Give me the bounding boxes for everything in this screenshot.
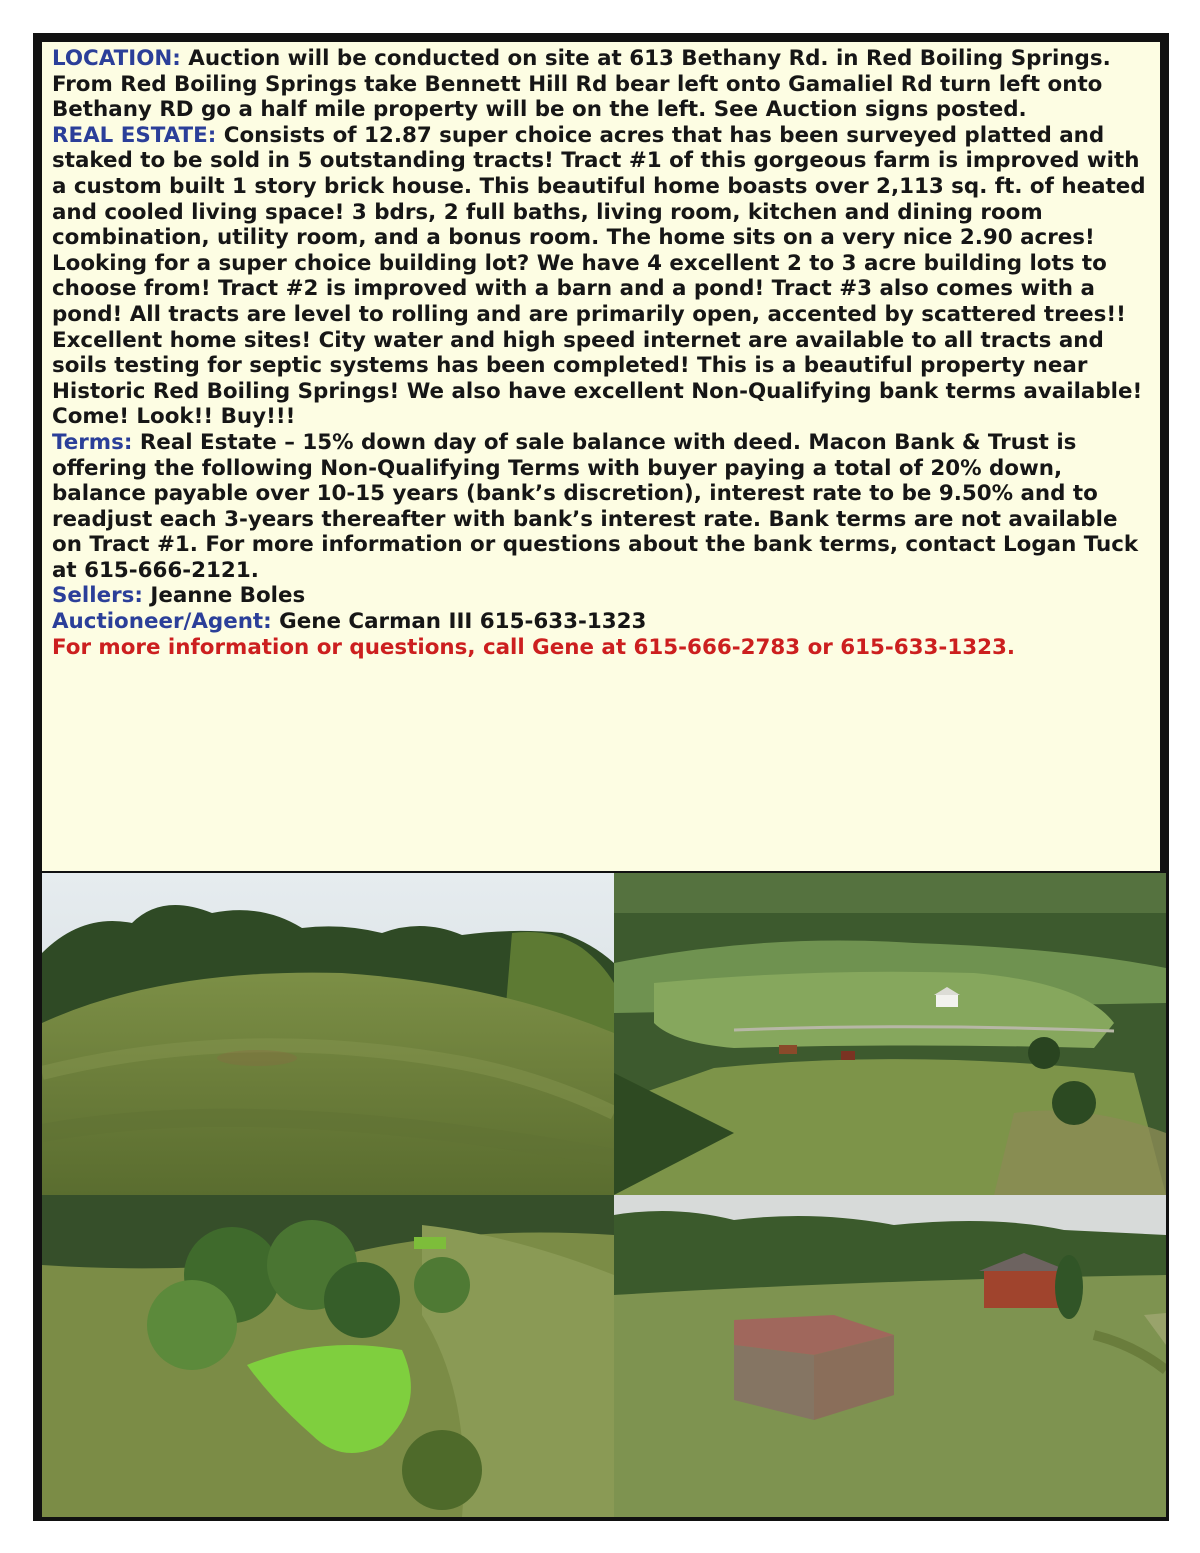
auction-details-panel (42, 42, 1160, 871)
auctioneer-line (52, 609, 1150, 635)
photo-pasture (42, 873, 614, 1195)
contact-line: For more information or questions, call Gene at 615-666-2783 or 615-633-1323. (52, 634, 1015, 660)
real-estate-paragraph (52, 123, 1150, 430)
location-paragraph (52, 46, 1150, 123)
photo-aerial-farmland (614, 873, 1166, 1195)
terms-label: Terms: (52, 429, 133, 455)
photo-pond (42, 1195, 614, 1517)
photo-barn-house (614, 1195, 1166, 1517)
location-text: Auction will be conducted on site at 613 Bethany Rd. in Red Boiling Springs. From Red Boiling Springs take Bennett Hill Rd bear left onto Gamaliel Rd turn left onto Bethany RD go a half mile property will be on the left. See Auction signs posted. (52, 46, 1111, 123)
sellers-label: Sellers: (52, 583, 143, 609)
location-label: LOCATION: (52, 46, 181, 71)
auctioneer-text: Gene Carman III 615-633-1323 (271, 609, 647, 635)
real-estate-label: REAL ESTATE: (52, 122, 217, 148)
auctioneer-label: Auctioneer/Agent: (52, 609, 272, 635)
sellers-line (52, 583, 1150, 609)
real-estate-text: Consists of 12.87 super choice acres that has been surveyed platted and staked to be sold in 5 outstanding tracts! Tract #1 of this gorgeous farm is improved with a custom built 1 story brick house. This beautiful home boasts over 2,113 sq. ft. of heated and cooled living space! 3 bdrs, 2 full baths, living room, kitchen and dining room combination, utility room, and a bonus room. The home sits on a very nice 2.90 acres! Looking for a super choice building lot? We have 4 excellent 2 to 3 acre building lots to choose from! Tract #2 is improved with a barn and a pond! Tract #3 also comes with a pond! All tracts are level to rolling and are primarily open, accented by scattered trees!! Excellent home sites! City water and high speed internet are available to all tracts and soils testing for septic systems has been completed! This is a beautiful property near Historic Red Boiling Springs! We also have excellent Non-Qualifying bank terms available! Come! Look!! Buy!!! (52, 122, 1146, 430)
terms-paragraph (52, 430, 1150, 584)
sellers-text: Jeanne Boles (142, 583, 306, 609)
terms-text: Real Estate – 15% down day of sale balance with deed. Macon Bank & Trust is offering the following Non-Qualifying Terms with buyer paying a total of 20% down, balance payable over 10-15 years (bank’s discretion), interest rate to be 9.50% and to readjust each 3-years thereafter with bank’s interest rate. Bank terms are not available on Tract #1. For more information or questions about the bank terms, contact Logan Tuck at 615-666-2121. (52, 429, 1139, 583)
